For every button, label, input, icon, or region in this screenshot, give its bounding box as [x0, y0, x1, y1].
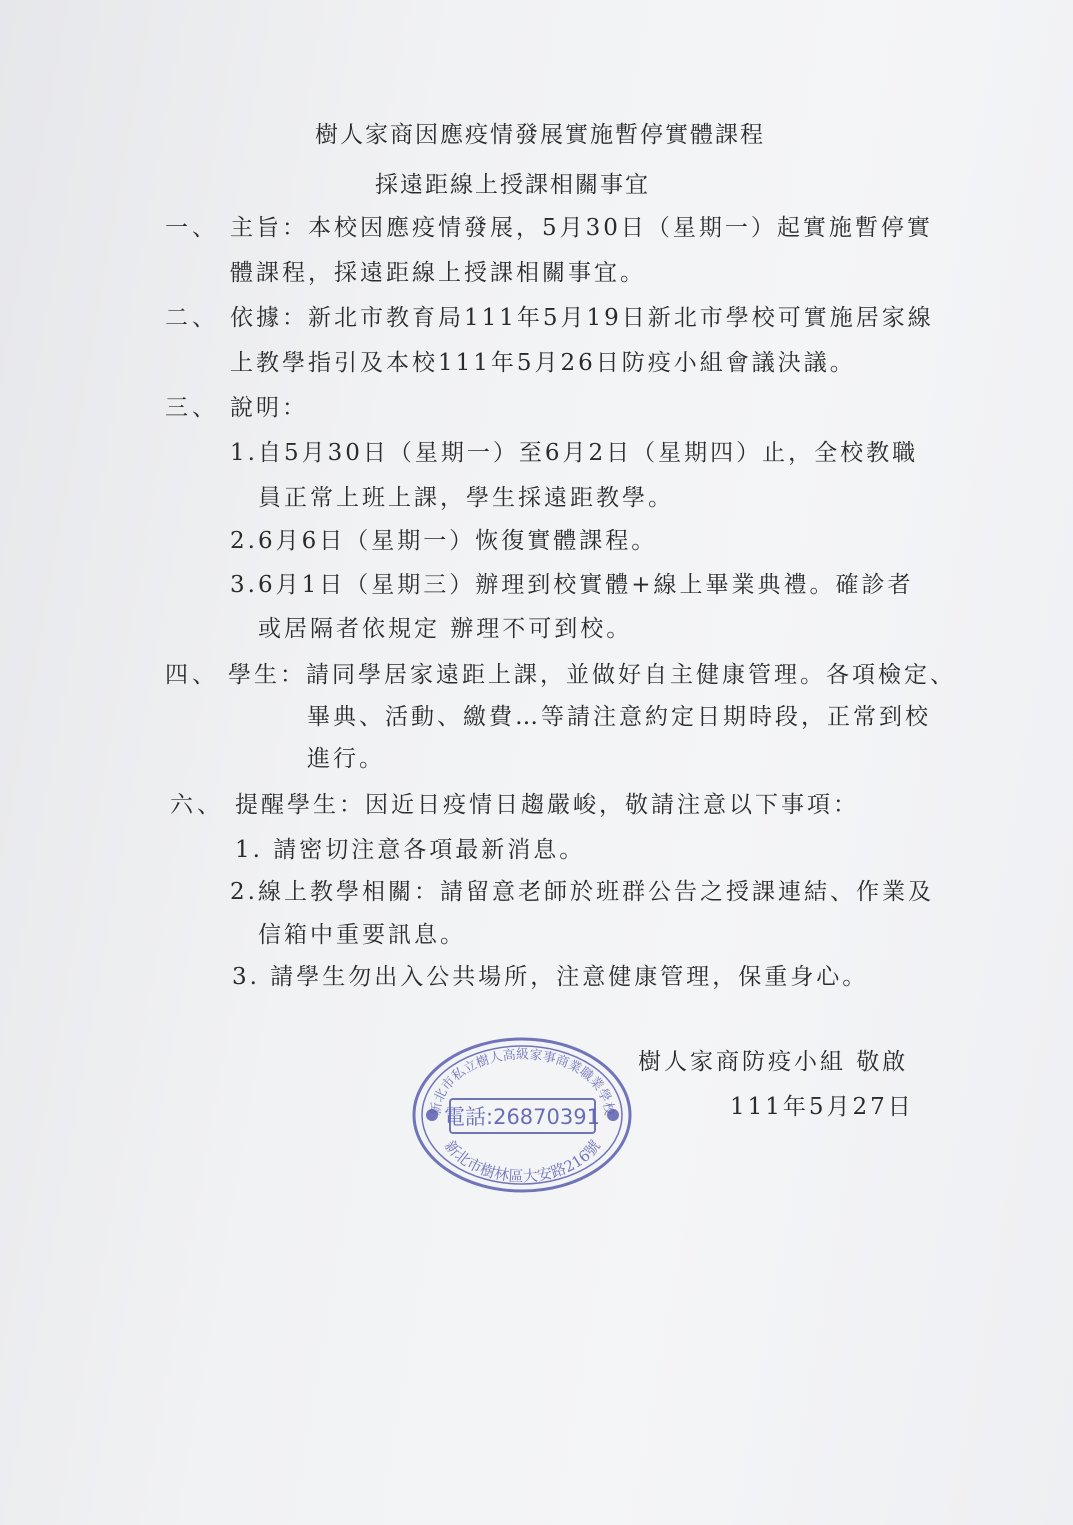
section-1-line1: 主旨：本校因應疫情發展，5月30日（星期一）起實施暫停實	[230, 215, 933, 241]
section-1-number: 一、	[165, 215, 219, 241]
section-6-heading: 提醒學生：因近日疫情日趨嚴峻，敬請注意以下事項：	[235, 792, 859, 818]
seal-address: 新北市樹林區大安路216號	[440, 1136, 605, 1186]
section-3-item-1-line1: 1.自5月30日（星期一）至6月2日（星期四）止，全校教職	[230, 440, 919, 466]
section-4-line3: 進行。	[307, 746, 385, 772]
section-3-item-1-line2: 員正常上班上課，學生採遠距教學。	[258, 485, 674, 511]
seal-phone: 電話:26870391	[444, 1105, 600, 1129]
section-3-number: 三、	[165, 395, 219, 421]
signature-date: 111年5月27日	[730, 1094, 914, 1120]
document-title-line2: 採遠距線上授課相關事宜	[375, 172, 650, 198]
section-4-number: 四、	[165, 662, 219, 688]
section-3-heading: 說明：	[230, 395, 308, 421]
section-3-item-3-line1: 3.6月1日（星期三）辦理到校實體+線上畢業典禮。確診者	[230, 572, 914, 598]
section-3-item-3-line2: 或居隔者依規定 辦理不可到校。	[258, 616, 633, 642]
section-6-item-3: 3. 請學生勿出入公共場所，注意健康管理，保重身心。	[232, 964, 869, 990]
section-4-line2: 畢典、活動、繳費…等請注意約定日期時段，正常到校	[307, 704, 931, 730]
section-1-line2: 體課程，採遠距線上授課相關事宜。	[230, 260, 646, 286]
section-6-number: 六、	[170, 792, 224, 818]
section-2-line1: 依據：新北市教育局111年5月19日新北市學校可實施居家線	[230, 305, 934, 331]
section-2-number: 二、	[165, 305, 219, 331]
section-3-item-2: 2.6月6日（星期一）恢復實體課程。	[230, 528, 658, 554]
document-title-line1: 樹人家商因應疫情發展實施暫停實體課程	[315, 122, 765, 148]
section-6-item-2-line1: 2.線上教學相關：請留意老師於班群公告之授課連結、作業及	[230, 879, 934, 905]
seal-school-name: 新北市私立樹人高級家事商業職業學校	[428, 1047, 617, 1117]
section-2-line2: 上教學指引及本校111年5月26日防疫小組會議決議。	[230, 350, 856, 376]
section-6-item-1: 1. 請密切注意各項最新消息。	[235, 837, 586, 863]
signature-organization: 樹人家商防疫小組 敬啟	[638, 1049, 909, 1075]
official-seal-stamp	[410, 1035, 635, 1195]
section-6-item-2-line2: 信箱中重要訊息。	[258, 922, 466, 948]
section-4-line1: 學生：請同學居家遠距上課，並做好自主健康管理。各項檢定、	[228, 662, 956, 688]
